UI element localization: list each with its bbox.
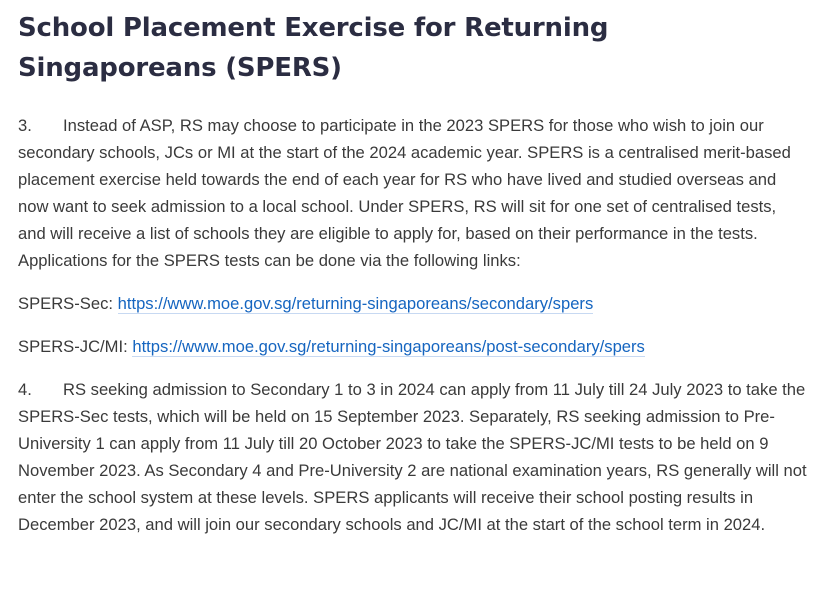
paragraph-4 [18, 376, 808, 538]
paragraph-4-number: 4. [18, 380, 32, 399]
spers-jc-line [18, 333, 808, 360]
paragraph-3 [18, 112, 808, 274]
spers-sec-label: SPERS-Sec: [18, 294, 113, 313]
article-content [18, 0, 808, 538]
section-title: School Placement Exercise for Returning Singaporeans (SPERS) [18, 13, 609, 83]
paragraph-3-number: 3. [18, 116, 32, 135]
spers-sec-link[interactable]: https://www.moe.gov.sg/returning-singaporeans/secondary/spers [117, 294, 594, 313]
paragraph-3-text: Instead of ASP, RS may choose to participate in the 2023 SPERS for those who wish to join our secondary schools, JCs or MI at the start of the 2024 academic year. SPERS is a centralised merit-based placement exercise held towards the end of each year for RS who have lived and studied overseas and now want to seek admission to a local school. Under SPERS, RS will sit for one set of centralised tests, and will receive a list of schools they are eligible to apply for, based on their performance in the tests. Applications for the SPERS tests can be done via the following links: [18, 116, 791, 270]
spers-jc-label: SPERS-JC/MI: [18, 337, 128, 356]
spers-jc-link[interactable]: https://www.moe.gov.sg/returning-singaporeans/post-secondary/spers [132, 337, 645, 356]
spers-sec-line [18, 290, 808, 317]
paragraph-4-text: RS seeking admission to Secondary 1 to 3 in 2024 can apply from 11 July till 24 July 2023 to take the SPERS-Sec tests, which will be held on 15 September 2023. Separately, RS seeking admission to Pre-University 1 can apply from 11 July till 20 October 2023 to take the SPERS-JC/MI tests to be held on 9 November 2023. As Secondary 4 and Pre-University 2 are national examination years, RS generally will not enter the school system at these levels. SPERS applicants will receive their school posting results in December 2023, and will join our secondary schools and JC/MI at the start of the school term in 2024. [18, 380, 807, 534]
